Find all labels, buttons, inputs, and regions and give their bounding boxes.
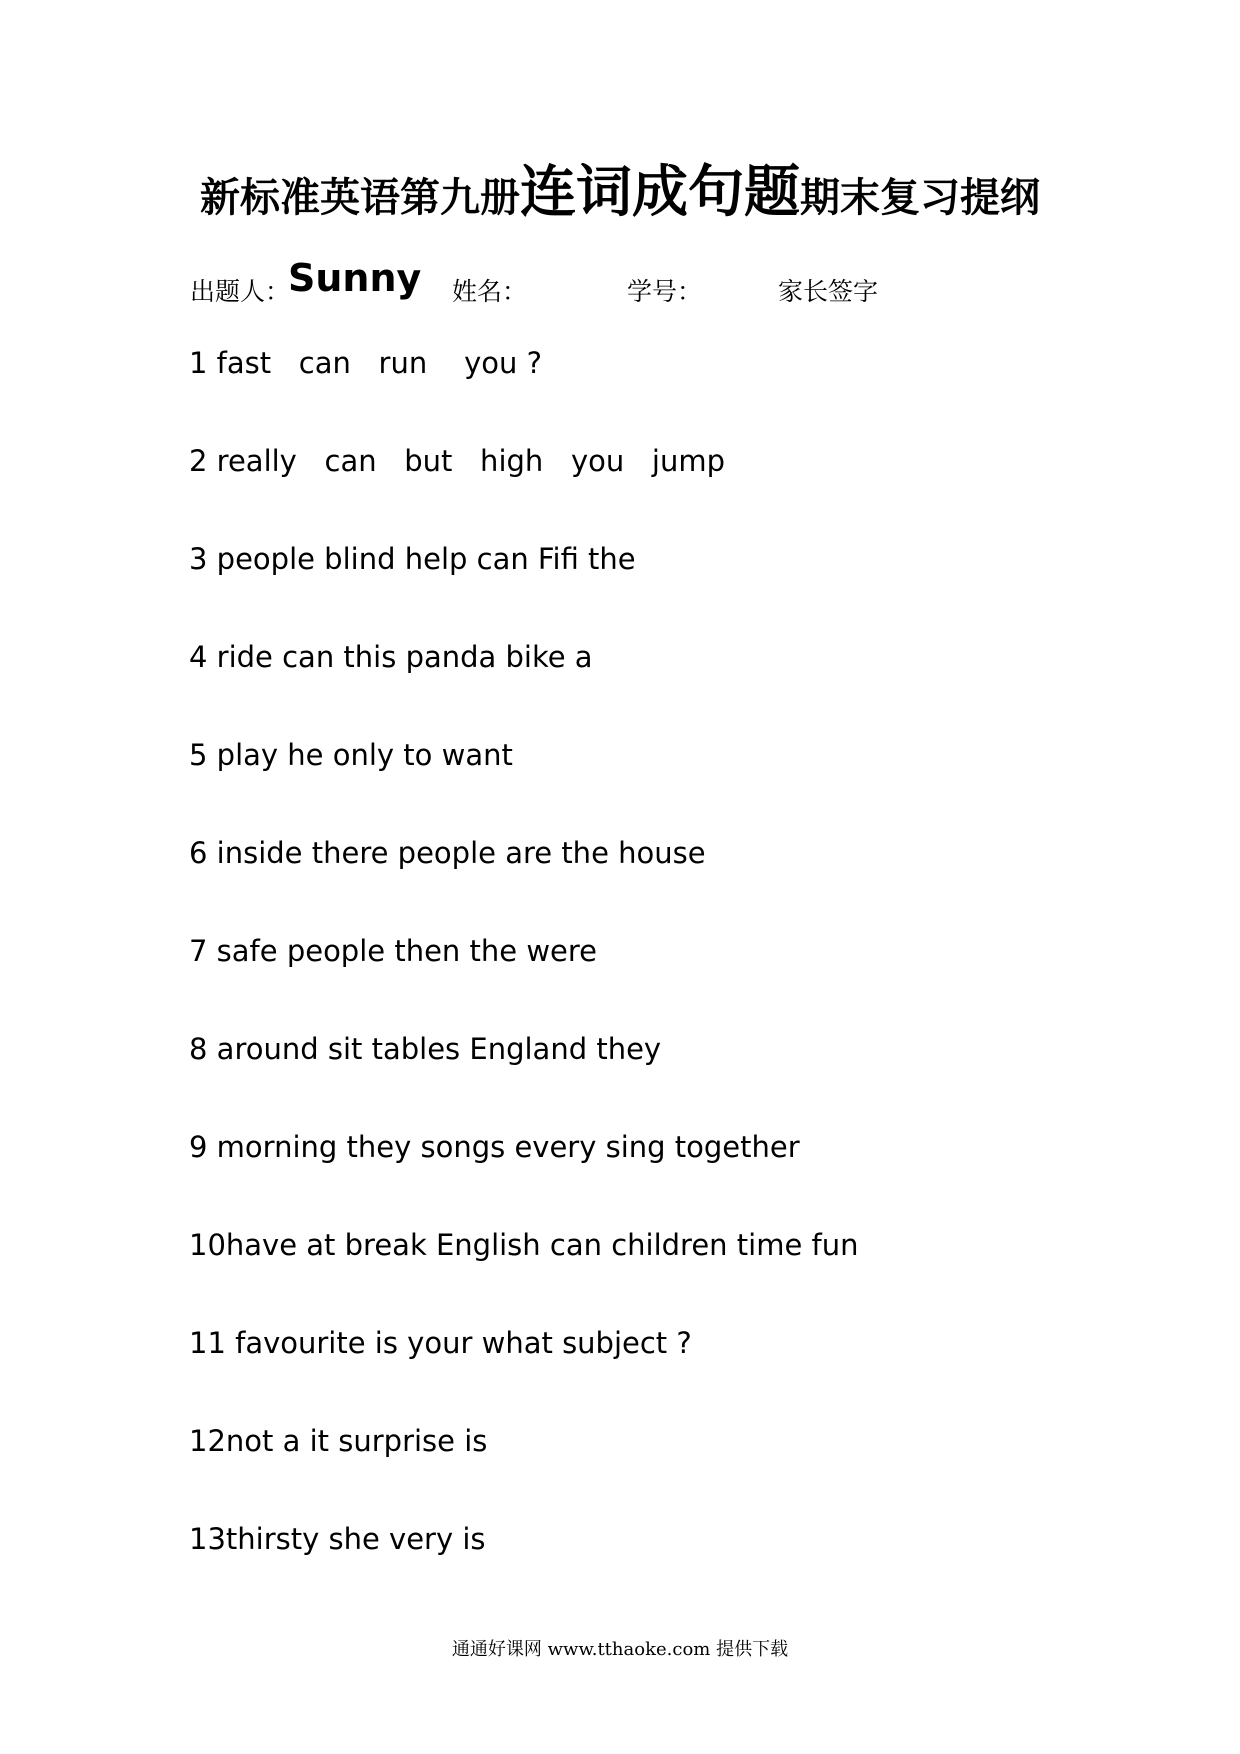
title-part3: 期末复习提纲 xyxy=(800,174,1040,221)
student-id-label: 学号： xyxy=(627,277,703,306)
title-part1: 新标准英语第九册 xyxy=(200,174,520,221)
question-item: 8 around sit tables England they xyxy=(189,1032,662,1066)
student-name-label: 姓名： xyxy=(452,277,528,306)
question-item: 11 favourite is your what subject ? xyxy=(189,1326,692,1360)
page-footer: 通通好课网 www.tthaoke.com 提供下载 xyxy=(451,1639,789,1660)
author-label: 出题人： xyxy=(190,277,291,306)
question-item: 6 inside there people are the house xyxy=(189,836,706,870)
question-item: 7 safe people then the were xyxy=(189,934,598,968)
question-item: 13thirsty she very is xyxy=(189,1522,486,1556)
question-item: 5 play he only to want xyxy=(189,738,513,772)
question-item: 2 really can but high you jump xyxy=(189,444,725,478)
question-item: 4 ride can this panda bike a xyxy=(189,640,593,674)
question-item: 9 morning they songs every sing together xyxy=(189,1130,800,1164)
question-list xyxy=(189,343,858,1617)
question-item: 10have at break English can children time fun xyxy=(189,1228,859,1262)
question-item: 3 people blind help can Fifi the xyxy=(189,542,636,576)
parent-signature-label: 家长签字 xyxy=(778,277,879,306)
page-title xyxy=(0,158,1240,233)
question-item: 1 fast can run you ? xyxy=(189,346,542,380)
author-name: Sunny xyxy=(288,256,422,300)
title-part2: 连词成句题 xyxy=(520,160,800,225)
question-item: 12not a it surprise is xyxy=(189,1424,488,1458)
info-row xyxy=(190,256,1090,312)
